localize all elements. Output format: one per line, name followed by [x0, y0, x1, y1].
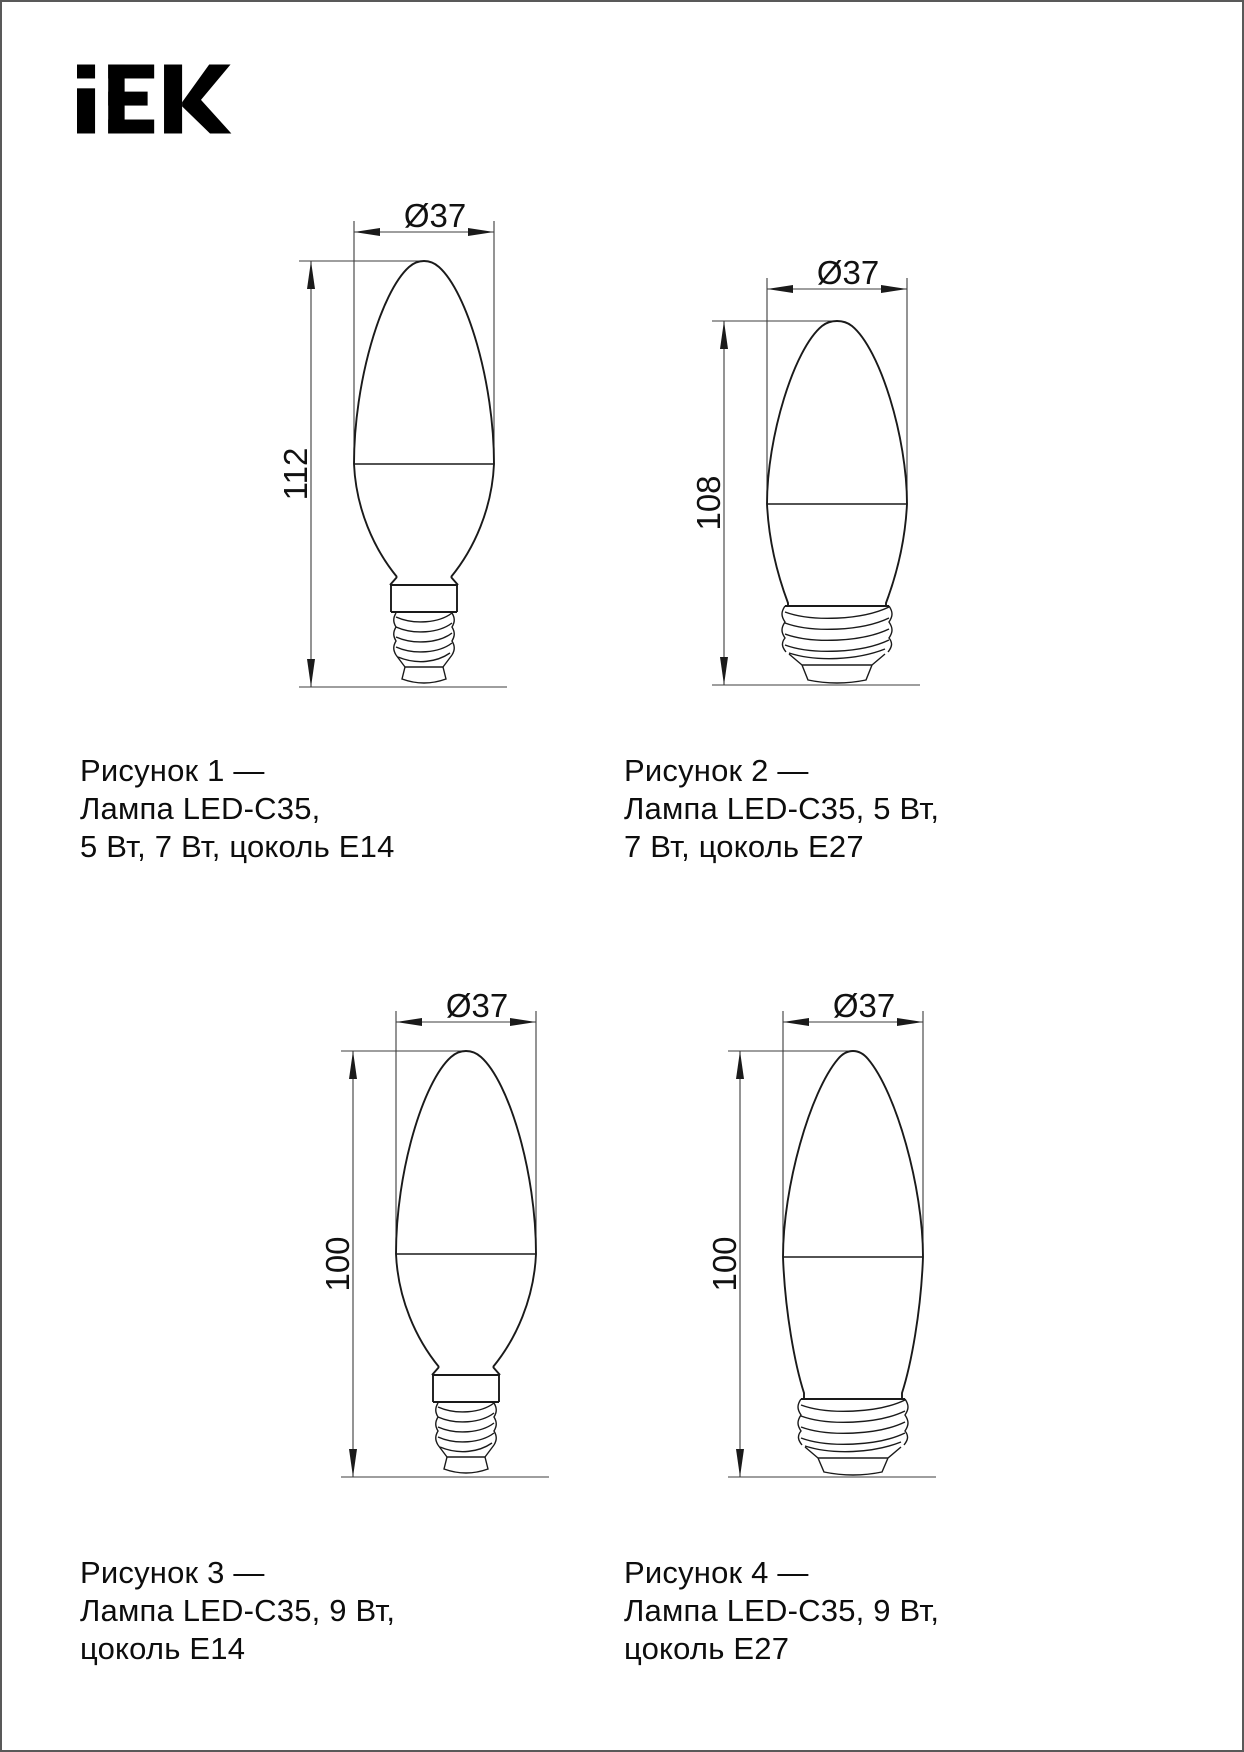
- figure-2-base-e27: [782, 606, 892, 683]
- figure-4-drawing: [668, 987, 978, 1507]
- figure-1-height-dimension: [277, 261, 507, 687]
- figure-3-caption-line: Рисунок 3 —: [80, 1555, 265, 1590]
- figure-2-caption-line: Рисунок 2 —: [624, 753, 809, 788]
- figure-1-caption-line: 5 Вт, 7 Вт, цоколь E14: [80, 829, 395, 864]
- figure-3-diameter-label: Ø37: [445, 987, 509, 1024]
- figure-4-caption-line: Рисунок 4 —: [624, 1555, 809, 1590]
- figure-4-caption-line: цоколь E27: [624, 1631, 790, 1666]
- figure-4-diameter-label: Ø37: [832, 987, 896, 1024]
- figure-2-bulb-outline: [767, 321, 907, 606]
- figure-2-caption-line: 7 Вт, цоколь E27: [624, 829, 864, 864]
- figure-3-base-e14: [432, 1367, 500, 1473]
- figure-1-diameter-label: Ø37: [403, 197, 467, 234]
- figure-1-bulb-outline: [354, 261, 494, 577]
- figure-3-height-label: 100: [319, 1236, 356, 1292]
- figure-4-diameter-dimension: [783, 987, 923, 1257]
- figure-1-base-e14: [390, 577, 458, 683]
- figure-3-drawing: [281, 987, 591, 1507]
- figure-2-height-label: 108: [690, 475, 727, 531]
- figure-4-bulb-outline: [783, 1051, 923, 1399]
- figure-3-height-dimension: [319, 1051, 549, 1477]
- figure-1-drawing: [239, 197, 549, 717]
- figure-3-caption: [80, 1554, 395, 1668]
- figure-2-caption-line: Лампа LED-C35, 5 Вт,: [624, 791, 940, 826]
- figure-4-caption-line: Лампа LED-C35, 9 Вт,: [624, 1593, 940, 1628]
- iek-logo-mark: [77, 60, 233, 138]
- figure-4-height-label: 100: [706, 1236, 743, 1292]
- figure-2-caption: [624, 752, 939, 866]
- figure-1-caption-line: Лампа LED-C35,: [80, 791, 321, 826]
- figure-4-caption: [624, 1554, 939, 1668]
- figure-2-drawing: [652, 197, 962, 717]
- figure-2-diameter-label: Ø37: [816, 254, 880, 291]
- figure-3-caption-line: Лампа LED-C35, 9 Вт,: [80, 1593, 396, 1628]
- figure-3-bulb-outline: [396, 1051, 536, 1367]
- figure-2-diameter-dimension: [767, 254, 907, 504]
- figure-1-caption-line: Рисунок 1 —: [80, 753, 265, 788]
- iek-logo: [77, 60, 233, 138]
- figure-1-height-label: 112: [277, 447, 314, 501]
- figure-4-base-e27: [798, 1399, 908, 1475]
- figure-1-caption: [80, 752, 395, 866]
- figure-3-caption-line: цоколь E14: [80, 1631, 246, 1666]
